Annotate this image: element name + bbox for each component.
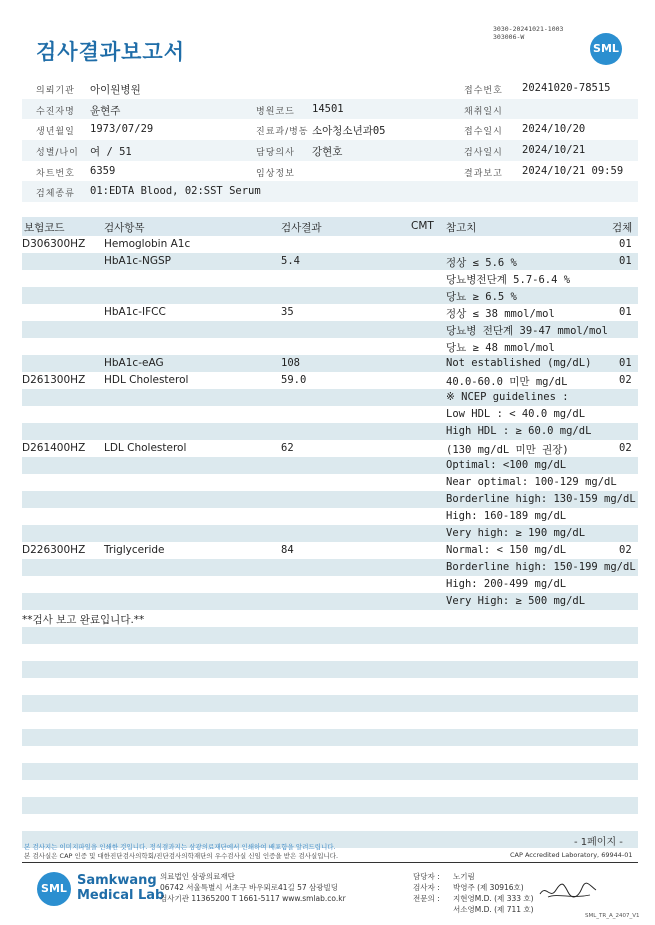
table-row [22,746,638,763]
info-label: 수진자명 [36,106,75,117]
cell-item: HbA1c-eAG [104,357,164,369]
cell-item: HbA1c-IFCC [104,306,166,318]
info-label: 검사일시 [464,148,503,159]
staff-role: 담당자 : [413,872,440,881]
info-label: 병원코드 [256,106,295,117]
info-label: 의뢰기관 [36,86,75,96]
institution-contact: 검사기관 11365200 T 1661-5117 www.smlab.co.kr [160,894,346,903]
cell-ref: Near optimal: 100-129 mg/dL [446,476,617,488]
brand-name [77,873,164,903]
cell-code: D261400HZ [22,442,86,454]
cell-specimen: 01 [619,255,632,267]
sml-footer-logo-text: SML [41,882,67,895]
info-value: 6359 [90,164,116,177]
table-row [22,712,638,729]
cell-code: D226300HZ [22,544,86,556]
table-row [22,474,638,491]
cell-specimen: 02 [619,544,632,556]
table-row [22,542,638,559]
cell-result: 84 [281,544,294,556]
info-label: 진료과/병동 [256,127,309,138]
info-label: 결과보고 [464,168,503,179]
staff-role: 검사자 : [413,883,440,892]
table-row [22,423,638,440]
info-value: 1973/07/29 [90,123,154,136]
table-row [22,389,638,406]
col-cmt-header: CMT [411,220,434,232]
brand-line2: Medical Lab [77,888,165,903]
page-title: 검사결과보고서 [36,40,186,64]
cell-ref: 정상 ≤ 38 mmol/mol [446,308,555,320]
info-value: 소아청소년과05 [312,125,386,138]
cell-specimen: 02 [619,442,632,454]
col-ref-header: 참고치 [446,222,477,234]
table-row [22,287,638,304]
cell-ref: (130 mg/dL 미만 권장) [446,444,569,456]
table-row [22,355,638,372]
cell-ref: Not established (mg/dL) [446,357,592,369]
institution-name: 의료법인 삼광의료재단 [160,872,235,881]
info-value: 14501 [312,102,344,115]
cell-ref: High: 200-499 mg/dL [446,578,567,590]
cell-ref: Low HDL : < 40.0 mg/dL [446,408,586,420]
cell-result: 62 [281,442,294,454]
table-row [22,644,638,661]
cell-specimen: 01 [619,238,632,250]
cell-item: HbA1c-NGSP [104,255,171,267]
table-row [22,491,638,508]
form-code: SML_TR_A_2407_V1 [585,913,640,919]
cell-ref: Borderline high: 150-199 mg/dL [446,561,636,573]
table-row [22,814,638,831]
staff-list [413,871,534,915]
cell-specimen: 01 [619,357,632,369]
info-value: 01:EDTA Blood, 02:SST Serum [90,185,261,198]
table-row [22,576,638,593]
cell-result: 59.0 [281,374,307,386]
table-row [22,661,638,678]
table-row [22,525,638,542]
cell-result: 5.4 [281,255,300,267]
col-result-header: 검사결과 [281,222,322,234]
staff-row [413,893,534,904]
staff-row [413,882,534,893]
table-row [22,406,638,423]
cell-ref: 당뇨병 전단계 39-47 mmol/mol [446,325,609,337]
brand-line1: Samkwang [77,873,157,888]
info-label: 접수일시 [464,127,503,138]
cell-ref: 40.0-60.0 미만 mg/dL [446,376,568,388]
staff-name: 지현영M.D. (제 333 호) [453,894,534,903]
info-value: 강현호 [312,146,343,159]
disclaimer-cap: 본 검사실은 CAP 인증 및 대한진단검사의학회/진단검사의학재단의 우수검사실 신임 인증을 받은 검사실입니다. [24,852,339,860]
cell-code: **검사 보고 완료입니다.** [22,614,145,626]
disclaimer-image: 본 검사지는 이미지파일을 인쇄한 것입니다. 정식결과지는 삼광의료재단에서 인쇄하여 배포함을 알려드립니다. [24,843,336,851]
table-row [22,372,638,389]
table-row [22,695,638,712]
cell-ref: ※ NCEP guidelines : [446,391,569,403]
staff-name: 노기림 [453,872,475,881]
cell-item: Triglyceride [104,544,165,556]
info-row [22,99,638,120]
table-row [22,457,638,474]
info-row [22,78,638,99]
table-row [22,780,638,797]
cell-ref: Optimal: <100 mg/dL [446,459,567,471]
signature-icon [538,880,598,902]
cell-ref: 정상 ≤ 5.6 % [446,257,517,269]
info-label: 차트번호 [36,168,75,179]
cell-result: 35 [281,306,294,318]
table-row [22,253,638,270]
cell-ref: 당뇨 ≥ 6.5 % [446,291,517,303]
col-specimen-header: 검체 [612,222,633,234]
info-row [22,140,638,161]
col-code-header: 보험코드 [24,222,65,234]
cell-ref: High: 160-189 mg/dL [446,510,567,522]
patient-info [22,78,638,202]
sml-footer-logo-icon [37,872,71,906]
result-table-header [22,217,638,236]
sml-logo-text: SML [593,42,619,55]
info-label: 담당의사 [256,148,295,159]
table-row [22,678,638,695]
report-code-line1: 3030-20241021-1003 [493,25,564,33]
info-value: 2024/10/21 09:59 [522,164,624,177]
info-value: 2024/10/20 [522,123,586,136]
cell-ref: High HDL : ≥ 60.0 mg/dL [446,425,592,437]
page-number: - 1페이지 - [574,837,623,848]
info-row [22,119,638,140]
info-label: 접수번호 [464,86,503,96]
cell-result: 108 [281,357,300,369]
cap-accreditation: CAP Accredited Laboratory, 69944-01 [510,851,633,859]
sml-logo-icon [590,33,622,65]
footer-divider [22,862,638,863]
col-item-header: 검사항목 [104,222,145,234]
info-value: 여 / 51 [90,146,132,159]
cell-ref: Normal: < 150 mg/dL [446,544,567,556]
cell-ref: Very high: ≥ 190 mg/dL [446,527,586,539]
cell-item: LDL Cholesterol [104,442,187,454]
table-row [22,610,638,627]
cell-item: HDL Cholesterol [104,374,189,386]
table-row [22,729,638,746]
institution-info [160,871,346,904]
table-row [22,270,638,287]
cell-specimen: 01 [619,306,632,318]
info-value: 아이원병원 [90,84,141,96]
cell-ref: Borderline high: 130-159 mg/dL [446,493,636,505]
report-code-line2: 303006-W [493,33,525,41]
staff-name: 서소영M.D. (제 711 호) [453,905,534,914]
cell-code: D261300HZ [22,374,86,386]
cell-item: Hemoglobin A1c [104,238,191,250]
cell-code: D306300HZ [22,238,86,250]
table-row [22,321,638,338]
staff-name: 박영주 (제 30916호) [453,883,524,892]
table-row [22,508,638,525]
info-row [22,181,638,202]
report-code [493,25,563,41]
staff-row [413,904,534,915]
info-label: 검체종류 [36,189,75,200]
table-row [22,763,638,780]
cell-ref: 당뇨병전단계 5.7-6.4 % [446,274,571,286]
table-row [22,440,638,457]
cell-ref: 당뇨 ≥ 48 mmol/mol [446,342,555,354]
staff-row [413,871,534,882]
info-value: 20241020-78515 [522,82,611,94]
table-row [22,304,638,321]
cell-ref: Very High: ≥ 500 mg/dL [446,595,586,607]
info-label: 생년월일 [36,127,75,138]
table-row [22,627,638,644]
table-row [22,797,638,814]
result-table [22,236,638,848]
info-label: 성별/나이 [36,148,79,159]
info-label: 채취일시 [464,106,503,117]
info-row [22,161,638,182]
table-row [22,559,638,576]
table-row [22,236,638,253]
info-label: 임상정보 [256,168,295,179]
info-value: 2024/10/21 [522,144,586,157]
cell-specimen: 02 [619,374,632,386]
table-row [22,338,638,355]
institution-address: 06742 서울특별시 서초구 바우뫼로41길 57 삼광빌딩 [160,883,339,892]
info-value: 윤현주 [90,104,121,117]
staff-role: 전문의 : [413,894,440,903]
table-row [22,593,638,610]
